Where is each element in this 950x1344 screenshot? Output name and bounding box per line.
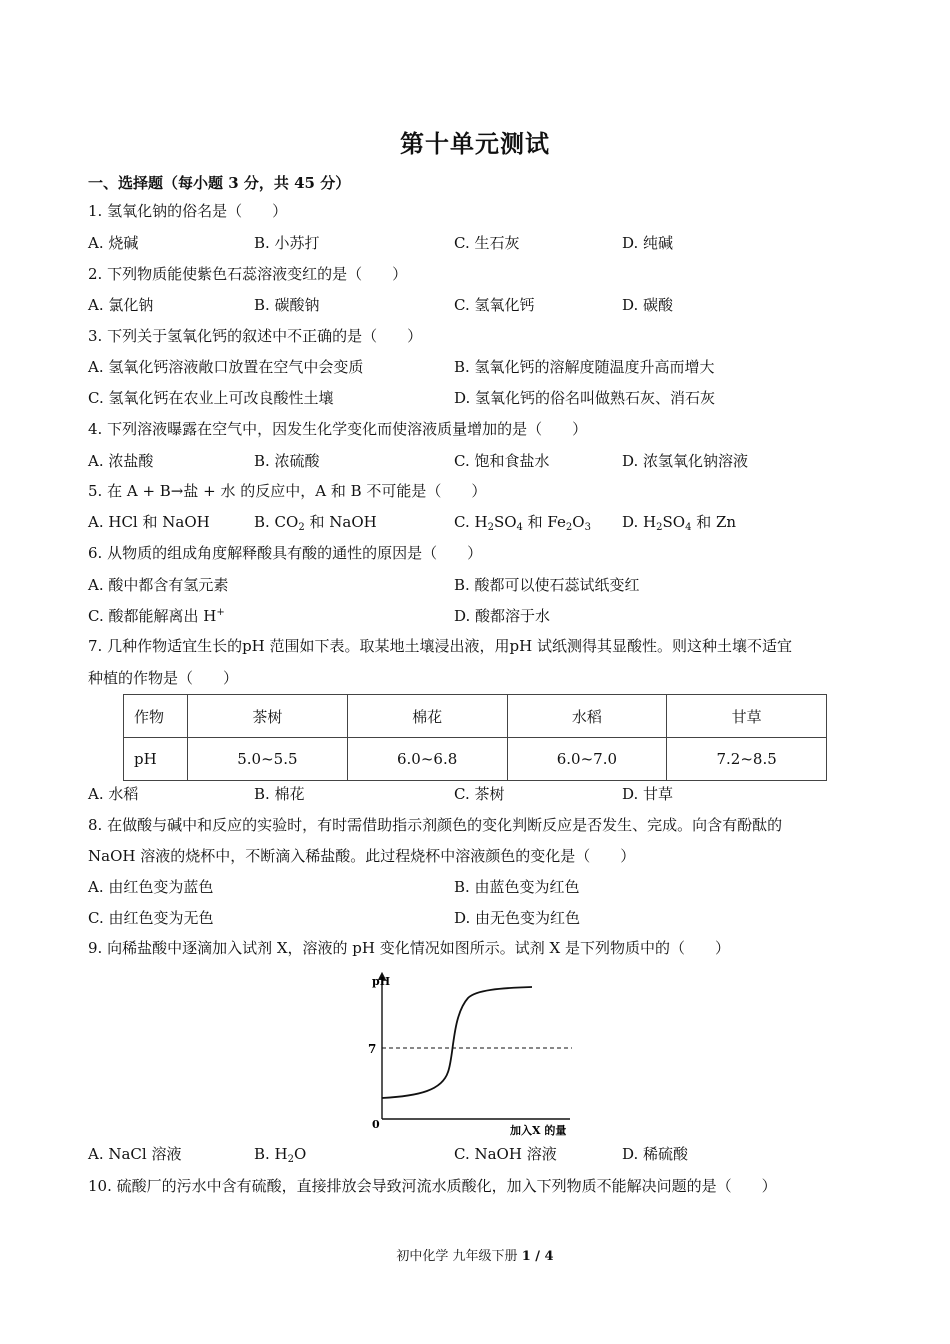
- q2-option-c: C. 氢氧化钙: [454, 296, 535, 314]
- table-header-cell: 作物: [124, 695, 188, 738]
- q1-option-c: C. 生石灰: [454, 234, 520, 252]
- question-7-stem: 7. 几种作物适宜生长的pH 范围如下表。取某地土壤浸出液，用pH 试纸测得其显酸性。则这种土壤不适宜: [88, 637, 792, 655]
- q5-option-a: A. HCl 和 NaOH: [88, 513, 210, 531]
- q2-option-a: A. 氯化钠: [88, 296, 154, 314]
- q3-option-d: D. 氢氧化钙的俗名叫做熟石灰、消石灰: [454, 389, 716, 407]
- ph-curve-chart: [360, 966, 590, 1138]
- table-cell: 茶树: [188, 695, 348, 738]
- question-4-stem: 4. 下列溶液曝露在空气中，因发生化学变化而使溶液质量增加的是（ ）: [88, 420, 588, 438]
- origin-label: 0: [372, 1118, 380, 1131]
- q7-option-b: B. 棉花: [254, 785, 305, 803]
- table-cell: 5.0~5.5: [188, 738, 348, 781]
- section-heading: 一、选择题（每小题 3 分，共 45 分）: [88, 174, 351, 192]
- question-2-stem: 2. 下列物质能使紫色石蕊溶液变红的是（ ）: [88, 265, 408, 283]
- ph-curve: [382, 987, 532, 1098]
- q3-option-c: C. 氢氧化钙在农业上可改良酸性土壤: [88, 389, 334, 407]
- q2-option-b: B. 碳酸钠: [254, 296, 320, 314]
- page-number: 1 / 4: [521, 1249, 554, 1264]
- q1-option-d: D. 纯碱: [622, 234, 674, 252]
- x-axis-label: 加入X 的量: [510, 1124, 567, 1137]
- table-cell: 6.0~7.0: [507, 738, 667, 781]
- page-title: 第十单元测试: [400, 129, 550, 158]
- ref-tick-label: 7: [368, 1042, 377, 1056]
- q9-option-d: D. 稀硫酸: [622, 1145, 689, 1163]
- q4-option-c: C. 饱和食盐水: [454, 452, 550, 470]
- q4-option-d: D. 浓氢氧化钠溶液: [622, 452, 749, 470]
- q7-option-a: A. 水稻: [88, 785, 139, 803]
- y-axis-label: pH: [372, 975, 391, 988]
- q9-option-a: A. NaCl 溶液: [88, 1145, 182, 1163]
- table-cell: 6.0~6.8: [347, 738, 507, 781]
- question-9-stem: 9. 向稀盐酸中逐滴加入试剂 X，溶液的 pH 变化情况如图所示。试剂 X 是下列物质中的（ ）: [88, 939, 730, 957]
- q3-option-a: A. 氢氧化钙溶液敞口放置在空气中会变质: [88, 358, 364, 376]
- q2-option-d: D. 碳酸: [622, 296, 674, 314]
- question-5-stem: 5. 在 A + B→盐 + 水 的反应中，A 和 B 不可能是（ ）: [88, 482, 487, 500]
- question-10-stem: 10. 硫酸厂的污水中含有硫酸，直接排放会导致河流水质酸化，加入下列物质不能解决问题的是（ ）: [88, 1177, 777, 1195]
- q7-option-c: C. 茶树: [454, 785, 505, 803]
- question-6-stem: 6. 从物质的组成角度解释酸具有酸的通性的原因是（ ）: [88, 544, 483, 562]
- q5-option-d: D. $H_2SO_4$ 和 Zn: [622, 513, 737, 533]
- table-row: [124, 695, 827, 738]
- table-row: [124, 738, 827, 781]
- table-cell: 7.2~8.5: [667, 738, 827, 781]
- q9-option-c: C. NaOH 溶液: [454, 1145, 557, 1163]
- q7-option-d: D. 甘草: [622, 785, 674, 803]
- table-cell: 水稻: [507, 695, 667, 738]
- q9-option-b: B. $H_2O$: [254, 1145, 307, 1165]
- question-8-stem-cont: NaOH 溶液的烧杯中，不断滴入稀盐酸。此过程烧杯中溶液颜色的变化是（ ）: [88, 847, 636, 865]
- table-cell: 棉花: [347, 695, 507, 738]
- q5-option-c: C. $H_2SO_4$ 和 $Fe_2O_3$: [454, 513, 591, 533]
- q8-option-c: C. 由红色变为无色: [88, 909, 214, 927]
- q4-option-b: B. 浓硫酸: [254, 452, 320, 470]
- q8-option-b: B. 由蓝色变为红色: [454, 878, 580, 896]
- q8-option-a: A. 由红色变为蓝色: [88, 878, 214, 896]
- q3-option-b: B. 氢氧化钙的溶解度随温度升高而增大: [454, 358, 715, 376]
- table-cell: 甘草: [667, 695, 827, 738]
- q6-option-a: A. 酸中都含有氢元素: [88, 576, 229, 594]
- ph-range-table: [123, 694, 827, 781]
- question-8-stem: 8. 在做酸与碱中和反应的实验时，有时需借助指示剂颜色的变化判断反应是否发生、完成。向含有酚酞的: [88, 816, 783, 834]
- q5-option-b: B. $CO_2$ 和 NaOH: [254, 513, 377, 533]
- q8-option-d: D. 由无色变为红色: [454, 909, 581, 927]
- page-footer: 初中化学 九年级下册 1 / 4: [396, 1249, 554, 1264]
- question-7-stem-cont: 种植的作物是（ ）: [88, 669, 239, 687]
- table-header-cell: pH: [124, 738, 188, 781]
- q1-option-a: A. 烧碱: [88, 234, 139, 252]
- question-1-stem: 1. 氢氧化钠的俗名是（ ）: [88, 202, 288, 220]
- q6-option-b: B. 酸都可以使石蕊试纸变红: [454, 576, 640, 594]
- q6-option-c: C. 酸都能解离出 H+: [88, 607, 225, 625]
- q4-option-a: A. 浓盐酸: [88, 452, 154, 470]
- q6-option-d: D. 酸都溶于水: [454, 607, 551, 625]
- q1-option-b: B. 小苏打: [254, 234, 320, 252]
- question-3-stem: 3. 下列关于氢氧化钙的叙述中不正确的是（ ）: [88, 327, 423, 345]
